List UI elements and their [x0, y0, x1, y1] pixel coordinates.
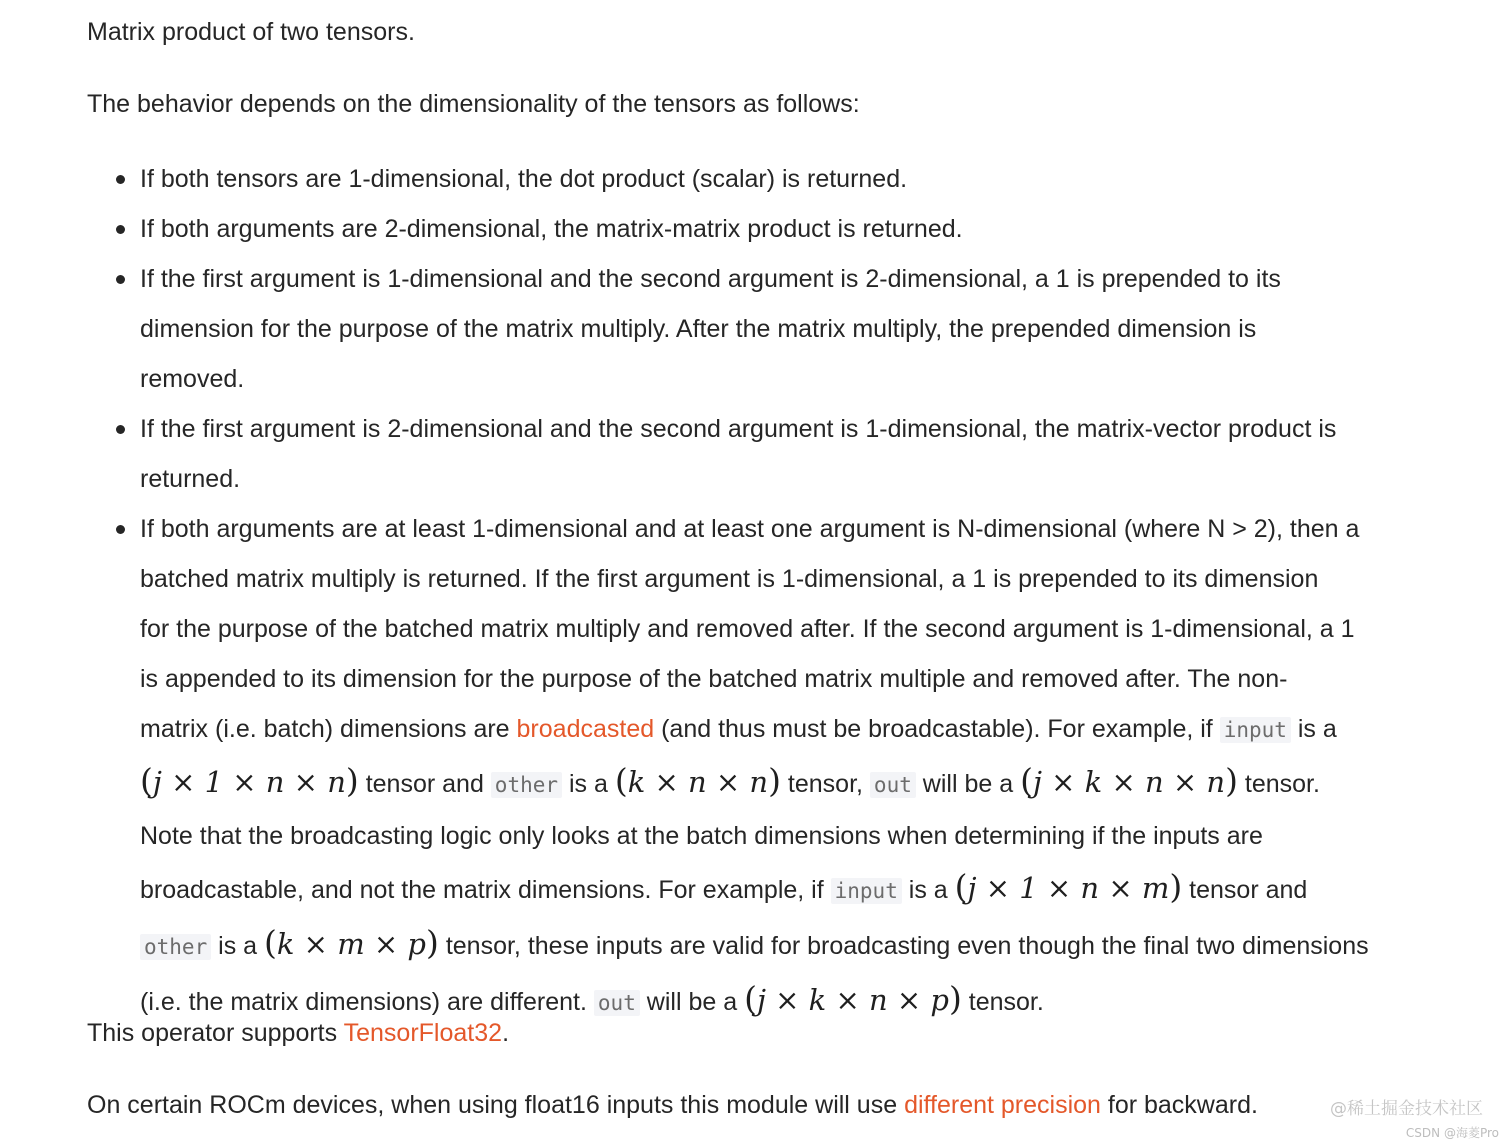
tensorfloat32-link[interactable]: TensorFloat32 [343, 1019, 503, 1047]
list-item: If both arguments are 2-dimensional, the matrix-matrix product is returned. [87, 204, 1447, 254]
input-code: input [831, 878, 902, 904]
math-expression: (j × 1 × n × n) [140, 761, 359, 800]
watermark-juejin: @稀土掘金技术社区 [1330, 1099, 1483, 1119]
list-item: If the first argument is 1-dimensional and the second argument is 2-dimensional, a 1 is prepended to its dimension for the purpose of the matrix multiply. After the matrix multiply, the prepended dimension is removed. [87, 254, 1447, 404]
different-precision-link[interactable]: different precision [904, 1091, 1101, 1119]
out-code: out [870, 772, 916, 798]
out-code: out [594, 990, 640, 1016]
bullet-icon [116, 275, 125, 284]
other-code: other [491, 772, 562, 798]
list-item: If both tensors are 1-dimensional, the dot product (scalar) is returned. [87, 154, 1447, 204]
bullet-icon [116, 225, 125, 234]
other-code: other [140, 934, 211, 960]
math-expression: (k × m × p) [264, 923, 439, 962]
behavior-intro-text: The behavior depends on the dimensionality of the tensors as follows: [87, 90, 860, 118]
math-expression: (j × k × n × p) [744, 979, 962, 1018]
watermark-csdn: CSDN @海菱Pro [1405, 1126, 1499, 1140]
bullet-icon [116, 525, 125, 534]
input-code: input [1220, 717, 1291, 743]
list-item: If both arguments are at least 1-dimensional and at least one argument is N-dimensional (where N > 2), then a batched matrix multiply is returned. If the first argument is 1-dimensional, a 1 is prepended to its dimension for the purpose of the batched matrix multiply and removed after. If the second argument is 1-dimensional, a 1 is appended to its dimension for the purpose of the batched matrix multiple and removed after. The non- matrix (i.e. batch) dimensions are broadcasted (and thus must be broadcastable). For example, if input is a (j × 1 × n × n) tensor and other is a (k × n × n) tensor, out will be a (j × k × n × n) tensor. Note that the broadcasting logic only looks at the batch dimensions when determining if the inputs are broadcastable, and not the matrix dimensions. For example, if input is a (j × 1 × n × m) tensor and other is a (k × m × p) tensor, these inputs are valid for broadcasting even though the final two dimensions (i.e. the matrix dimensions) are different. out will be a (j × k × n × p) tensor. [87, 504, 1447, 1029]
operator-support-text: This operator supports TensorFloat32. [87, 1019, 510, 1047]
intro-text: Matrix product of two tensors. [87, 18, 415, 46]
math-expression: (k × n × n) [614, 761, 781, 800]
math-expression: (j × k × n × n) [1020, 761, 1238, 800]
bullet-icon [116, 425, 125, 434]
broadcasted-link[interactable]: broadcasted [516, 715, 655, 743]
list-item: If the first argument is 2-dimensional and the second argument is 1-dimensional, the matrix-vector product is returned. [87, 404, 1447, 504]
behavior-list [87, 154, 1447, 1029]
math-expression: (j × 1 × n × m) [954, 867, 1183, 906]
bullet-icon [116, 175, 125, 184]
rocm-text: On certain ROCm devices, when using float16 inputs this module will use different precision for backward. [87, 1091, 1258, 1119]
